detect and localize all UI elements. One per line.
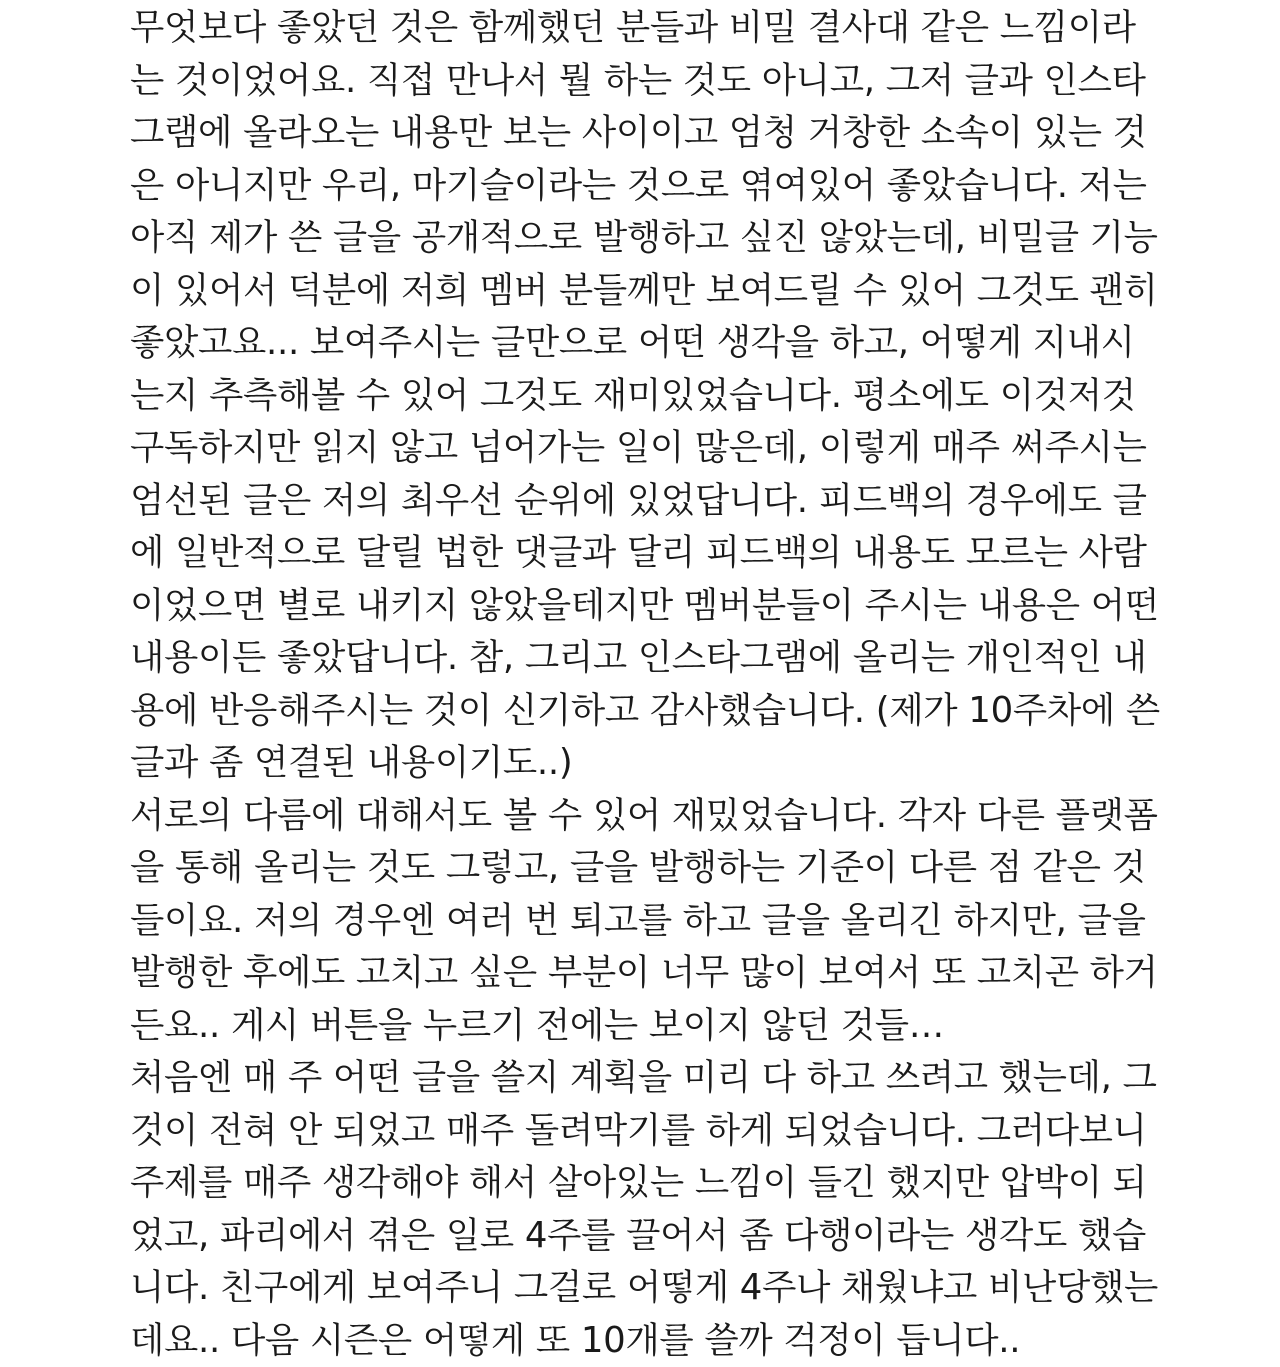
text-line: 그램에 올라오는 내용만 보는 사이이고 엄청 거창한 소속이 있는 것 xyxy=(130,107,1160,160)
text-line: 을 통해 올리는 것도 그렇고, 글을 발행하는 기준이 다른 점 같은 것 xyxy=(130,842,1160,895)
text-line: 아직 제가 쓴 글을 공개적으로 발행하고 싶진 않았는데, 비밀글 기능 xyxy=(130,212,1160,265)
text-line: 내용이든 좋았답니다. 참, 그리고 인스타그램에 올리는 개인적인 내 xyxy=(130,632,1160,685)
text-line: 이 있어서 덕분에 저희 멤버 분들께만 보여드릴 수 있어 그것도 괜히 xyxy=(130,265,1160,318)
text-line: 은 아니지만 우리, 마기슬이라는 것으로 엮여있어 좋았습니다. 저는 xyxy=(130,160,1160,213)
text-line: 들이요. 저의 경우엔 여러 번 퇴고를 하고 글을 올리긴 하지만, 글을 xyxy=(130,895,1160,948)
text-line: 처음엔 매 주 어떤 글을 쓸지 계획을 미리 다 하고 쓰려고 했는데, 그 xyxy=(130,1052,1160,1105)
text-line: 서로의 다름에 대해서도 볼 수 있어 재밌었습니다. 각자 다른 플랫폼 xyxy=(130,790,1160,843)
text-line: 글과 좀 연결된 내용이기도..) xyxy=(130,737,1160,790)
text-line: 데요.. 다음 시즌은 어떻게 또 10개를 쓸까 걱정이 듭니다.. xyxy=(130,1315,1160,1367)
text-line: 용에 반응해주시는 것이 신기하고 감사했습니다. (제가 10주차에 쓴 xyxy=(130,685,1160,738)
text-line: 는 것이었어요. 직접 만나서 뭘 하는 것도 아니고, 그저 글과 인스타 xyxy=(130,55,1160,108)
text-line: 든요.. 게시 버튼을 누르기 전에는 보이지 않던 것들… xyxy=(130,1000,1160,1053)
text-line: 주제를 매주 생각해야 해서 살아있는 느낌이 들긴 했지만 압박이 되 xyxy=(130,1157,1160,1210)
text-line: 것이 전혀 안 되었고 매주 돌려막기를 하게 되었습니다. 그러다보니 xyxy=(130,1105,1160,1158)
text-line: 는지 추측해볼 수 있어 그것도 재미있었습니다. 평소에도 이것저것 xyxy=(130,370,1160,423)
text-line: 니다. 친구에게 보여주니 그걸로 어떻게 4주나 채웠냐고 비난당했는 xyxy=(130,1262,1160,1315)
text-line: 구독하지만 읽지 않고 넘어가는 일이 많은데, 이렇게 매주 써주시는 xyxy=(130,422,1160,475)
text-line: 엄선된 글은 저의 최우선 순위에 있었답니다. 피드백의 경우에도 글 xyxy=(130,475,1160,528)
body-text xyxy=(130,2,1160,1367)
text-line: 발행한 후에도 고치고 싶은 부분이 너무 많이 보여서 또 고치곤 하거 xyxy=(130,947,1160,1000)
text-line: 에 일반적으로 달릴 법한 댓글과 달리 피드백의 내용도 모르는 사람 xyxy=(130,527,1160,580)
text-line: 무엇보다 좋았던 것은 함께했던 분들과 비밀 결사대 같은 느낌이라 xyxy=(130,2,1160,55)
text-line: 이었으면 별로 내키지 않았을테지만 멤버분들이 주시는 내용은 어떤 xyxy=(130,580,1160,633)
text-line: 좋았고요... 보여주시는 글만으로 어떤 생각을 하고, 어떻게 지내시 xyxy=(130,317,1160,370)
text-line: 었고, 파리에서 겪은 일로 4주를 끌어서 좀 다행이라는 생각도 했습 xyxy=(130,1210,1160,1263)
